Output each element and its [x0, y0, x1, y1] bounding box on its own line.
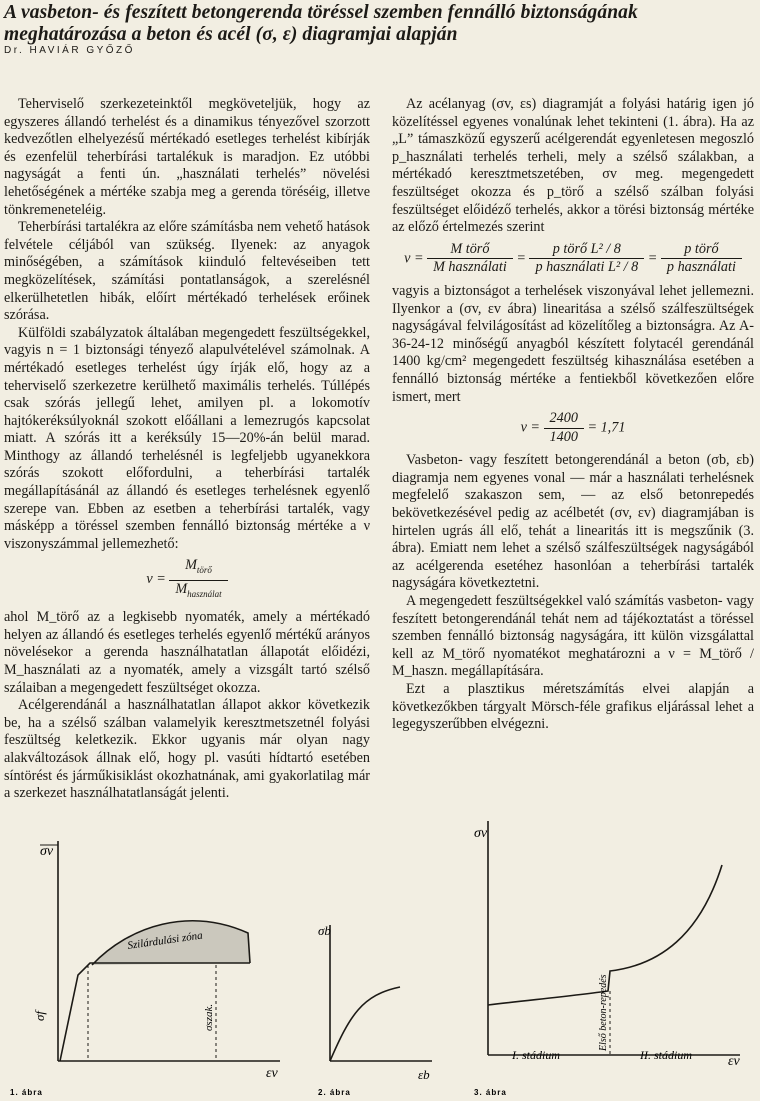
formula-lhs: ν =	[404, 250, 424, 267]
figure-2	[300, 815, 450, 1101]
denominator: 1400	[549, 428, 578, 445]
formula-nu-ratio: ν = $\frac{\text{M törő}}{\text{M használati}}$ = $\frac{\text{p törő L² / 8}}{\text{p használati L² / 8}}$ = $\frac{\text{p törő}}{\text{p használati}}$	[392, 241, 754, 277]
paragraph: Acélgerendánál a használhatatlan állapot akkor következik be, ha a szélső szálban valamelyik keresztmetszetnél folyási feszültség keletkezik. Ekkor ugyanis már olyan nagy alakváltozások állnak elő, hogy pl. vasúti hídtartó esetében síntörést és járműkisiklást okozhatnának, ami gyakorlatilag már a szerkezet használhatatlanságát jelenti.	[4, 697, 370, 802]
numerator: M	[185, 557, 197, 574]
denominator-sub: használat	[187, 588, 222, 599]
fraction	[169, 557, 227, 603]
concrete-curve	[330, 987, 400, 1061]
x-axis-label: εv	[266, 1066, 278, 1081]
stage-1-label: I. stádium	[512, 1048, 560, 1062]
numerator: 2400	[544, 410, 584, 429]
formula-nu-value	[392, 410, 754, 446]
numerator: p törő	[661, 241, 742, 260]
numerator: p törő L² / 8	[529, 241, 644, 260]
fraction	[661, 241, 742, 277]
figure-3	[460, 815, 756, 1101]
denominator: M használati	[433, 259, 507, 276]
sigma-f-label: σf	[32, 1010, 47, 1021]
formula-lhs: ν =	[146, 571, 166, 588]
formula-nu	[4, 557, 370, 603]
left-column	[4, 96, 370, 803]
numerator: M törő	[427, 241, 513, 260]
figure-1	[0, 815, 290, 1101]
x-axis-label: εb	[418, 1067, 430, 1082]
y-axis-label: σv	[474, 826, 488, 841]
fraction	[544, 410, 584, 446]
paragraph: vagyis a biztonságot a terhelések viszonyával lehet jellemezni. Ilyenkor a (σv, εv ábra) linearitása a szélső szálfeszültségek nagyságával felvilágosítást ad közelítőleg a biztonságra. Az A-36-24-12 minőségű anyagból készített folytacél gerendánál 1400 kg/cm² megengedett feszültség kihasználása esetében a fennálló biztonság mértéke a fentiekből következően előre ismert, mert	[392, 282, 754, 405]
article-title: A vasbeton- és feszített betongerenda töréssel szemben fennálló biztonságának meghatározása a beton és acél (σ, ε) diagramjai alapján	[4, 2, 638, 45]
zone-label: Szilárdulási zóna	[126, 929, 204, 952]
paragraph: Külföldi szabályzatok általában megengedett feszültségekkel, vagyis n = 1 biztonsági tényező alapulvételével számolnak. A mértékadó esetleges terhelést úgy írják elő, hogy az a teherviselő szerkezetre kerülhető maximális terhelés. Túllépés csak szórás jellegű lehet, amilyen pl. a lokomotív hajtókeréksúlyoknál szokott előállani a lemezrugós kapcsolat miatt. A szórás itt a keréksúly 15—20%-án belül marad. Minthogy az állandó terhelésnél is legfeljebb ugyanekkora szórás szokott előfordulni, a teherbírási tartalék megállapításánál az állandó és esetleges terhelésnek egyenlő szerepe van. Ebben az esetben a teherbírási tartalék, vagy másképp a töréssel szemben fennálló biztonság mértéke a ν viszonyszámmal jellemezhető:	[4, 324, 370, 552]
y-axis-label: σb	[318, 923, 331, 938]
y-axis-label: σv	[40, 844, 54, 859]
denominator: p használati L² / 8	[535, 259, 639, 276]
paragraph: Ezt a plasztikus méretszámítás elvei alapján a következőkben tárgyalt Mörsch-féle grafikus eljárással lehet a legegyszerűbben elvégezni.	[392, 681, 754, 733]
numerator-sub: törő	[196, 565, 212, 576]
paragraph: A megengedett feszültségekkel való számítás vasbeton- vagy feszített betongerendánál tehát nem ad tájékoztatást a töréssel szemben fennálló biztonság nagyságára, itt külön vizsgálattal kell az M_törő nyomatékot meghatározni a ν = M_törő / M_haszn. megállapítására.	[392, 593, 754, 680]
sigma-szak-label: σszak.	[203, 1003, 215, 1031]
fraction	[427, 241, 513, 277]
figure-caption: 1. ábra	[10, 1088, 43, 1097]
denominator: p használati	[666, 259, 736, 276]
formula-lhs: ν =	[520, 419, 540, 436]
paragraph: Vasbeton- vagy feszített betongerendánál a beton (σb, εb) diagramja nem egyenes vonal — már a használati terhelésnek megfelelő szakaszon sem, — az első betonrepedés bekövetkezésével pedig az acélbetét (σv, εv) diagramjában is hirtelen ugrás áll elő, tehát a linearitás itt is megszűnik (3. ábra). Emiatt nem lehet a szélső szálfeszültségek nagyságából az acélgerenda esetéhez hasonlóan a teherbírási tartalék nagyságára következtetni.	[392, 452, 754, 592]
paragraph: Az acélanyag (σv, εs) diagramját a folyási határig igen jó közelítéssel egyenes vonalúnak lehet tekinteni (1. ábra). Ha az „L” támaszközű egyszerű acélgerendát egyenletesen megoszló p_használati terhelés terheli, mely a szélső szálakban, a mértékadó keresztmetszetében, σv meg. megengedett feszültséget okozza és p_törő a szélső szálban folyási feszültséget előidéző terhelés, akkor a törési biztonság mértéke az előző értelmezés szerint	[392, 96, 754, 236]
crack-label: Első beton-repedés	[598, 974, 609, 1051]
right-column	[392, 96, 754, 734]
fraction	[529, 241, 644, 277]
figure-caption: 2. ábra	[318, 1088, 351, 1097]
denominator: M	[175, 580, 188, 597]
formula-rhs: = 1,71	[587, 419, 626, 436]
paragraph: ahol M_törő az a legkisebb nyomaték, amely a mértékadó helyen az állandó és esetleges terhelés egyenlő mértékű arányos növelésekor a gerenda használhatatlan állapotát előidézi, M_használati az a nyomaték, amely a vizsgált tartó szélső szálaiban a megengedett feszültséget okozza.	[4, 609, 370, 696]
paragraph: Teherbírási tartalékra az előre számításba nem vehető hatások felvétele céljából van szükség. Ilyenek: az anyagok minőségében, a számítások kiinduló feltevéseiben tett megközelítések, számítási pontatlanságok, a szerelésnél elkerülhetetlen hibák, előírt mértékadó terhelések erőinek szórása.	[4, 219, 370, 324]
author: Dr. HAVIÁR GYŐZŐ	[4, 45, 135, 56]
stage-2-label: II. stádium	[640, 1048, 692, 1062]
x-axis-label: εv	[728, 1054, 740, 1069]
figure-caption: 3. ábra	[474, 1088, 507, 1097]
paragraph: Teherviselő szerkezeteinktől megköveteljük, hogy az egyszeres állandó terhelést és a dinamikus tényezővel szorzott kedvezőtlen elhelyezésű mértékadó esetleges terhelést kibírják és ezenfelül teherbírási tartalékuk is maradjon. Ez utóbbi nagyságát a fenti ún. „használati terhelés” növelési lehetőségének a mértéke szabja meg a gerenda töréséig, illetve tönkremeneteléig.	[4, 96, 370, 218]
